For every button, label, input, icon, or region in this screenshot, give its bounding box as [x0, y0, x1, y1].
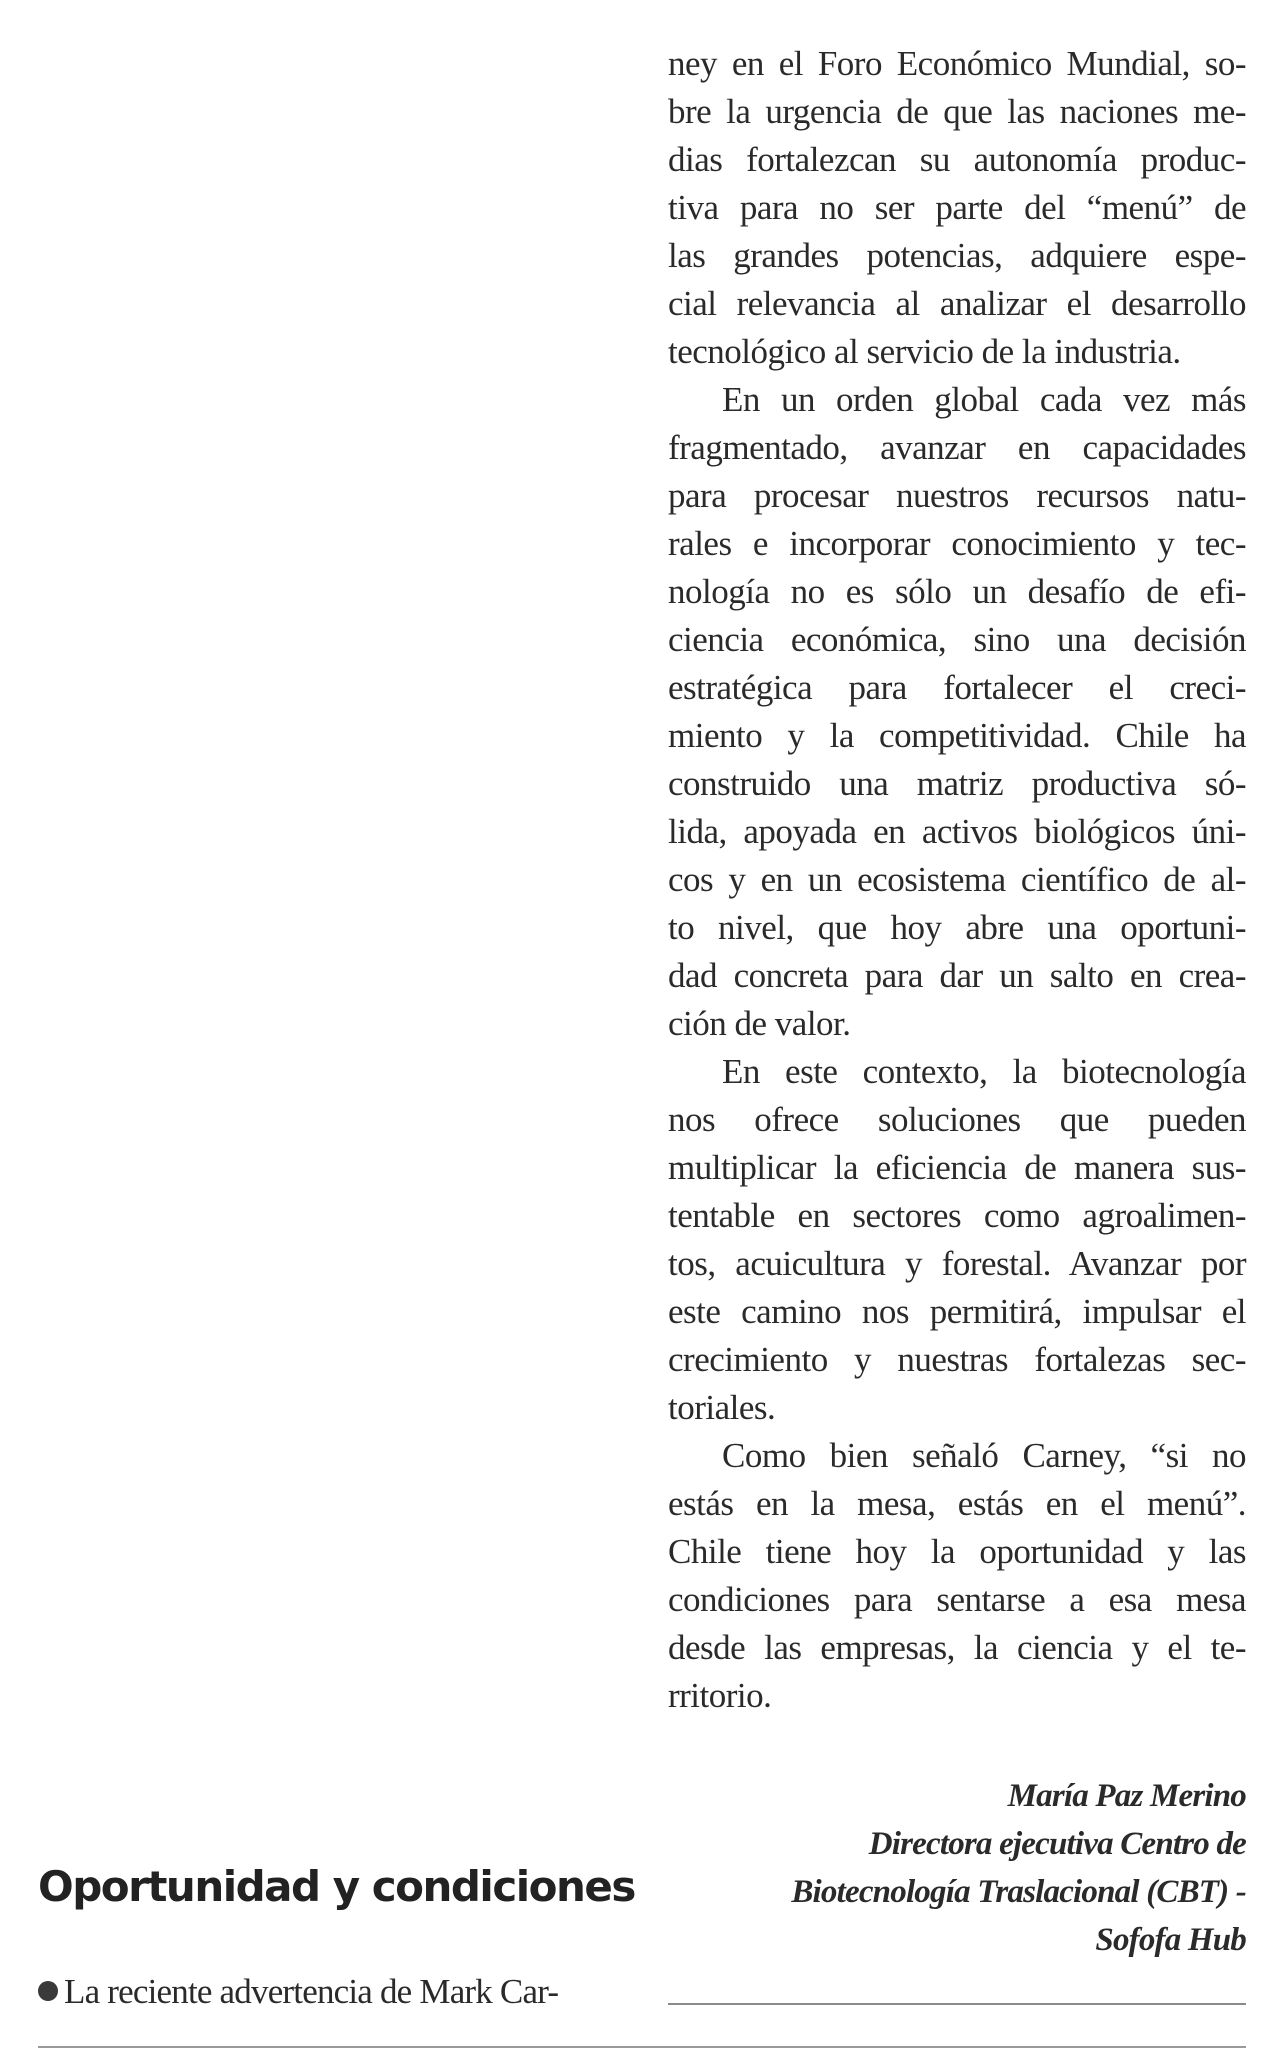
author-title: Directora ejecutiva Centro de	[868, 1826, 1246, 1862]
paragraph-start-line: Como bien señaló Carney, “si no	[722, 1436, 1246, 1475]
body-line: cos y en un ecosistema científico de al-	[668, 860, 1246, 899]
page-bottom-divider	[38, 2046, 1246, 2048]
body-line: dias fortalezcan su autonomía produc-	[668, 140, 1246, 179]
body-line: ney en el Foro Económico Mundial, so-	[668, 44, 1246, 83]
paragraph-start-line: En este contexto, la biotecnología	[722, 1052, 1246, 1091]
body-line: tecnológico al servicio de la industria.	[668, 332, 1181, 371]
author-name: María Paz Merino	[1007, 1778, 1246, 1814]
body-line: to nivel, que hoy abre una oportuni-	[668, 908, 1246, 947]
body-line: nos ofrece soluciones que pueden	[668, 1100, 1246, 1139]
body-line: nología no es sólo un desafío de efi-	[668, 572, 1246, 611]
body-line: cial relevancia al analizar el desarrollo	[668, 284, 1246, 323]
body-line: estás en la mesa, estás en el menú”.	[668, 1484, 1246, 1523]
author-signature	[646, 1772, 1246, 1964]
body-line: miento y la competitividad. Chile ha	[668, 716, 1246, 755]
body-line: rales e incorporar conocimiento y tec-	[668, 524, 1246, 563]
body-line: crecimiento y nuestras fortalezas sec-	[668, 1340, 1246, 1379]
body-line: las grandes potencias, adquiere espe-	[668, 236, 1246, 275]
body-line: tos, acuicultura y forestal. Avanzar por	[668, 1244, 1246, 1283]
next-article-heading: Oportunidad y condiciones	[38, 1862, 635, 1911]
article-body	[668, 40, 1246, 1720]
body-line: estratégica para fortalecer el creci-	[668, 668, 1246, 707]
body-line: toriales.	[668, 1388, 776, 1427]
next-article-first-line: La reciente advertencia de Mark Car-	[64, 1972, 559, 2011]
body-line: fragmentado, avanzar en capacidades	[668, 428, 1246, 467]
next-article-lead	[38, 1968, 558, 2016]
author-organization: Sofofa Hub	[1095, 1922, 1246, 1958]
body-line: multiplicar la eficiencia de manera sus-	[668, 1148, 1246, 1187]
body-line: bre la urgencia de que las naciones me-	[668, 92, 1246, 131]
body-line: para procesar nuestros recursos natu-	[668, 476, 1246, 515]
body-line: este camino nos permitirá, impulsar el	[668, 1292, 1246, 1331]
paragraph-start-line: En un orden global cada vez más	[722, 380, 1246, 419]
body-line: rritorio.	[668, 1676, 772, 1715]
body-line: ción de valor.	[668, 1004, 851, 1043]
body-line: condiciones para sentarse a esa mesa	[668, 1580, 1246, 1619]
body-line: lida, apoyada en activos biológicos úni-	[668, 812, 1246, 851]
body-line: construido una matriz productiva só-	[668, 764, 1246, 803]
bullet-icon	[38, 1981, 58, 2001]
signature-divider	[668, 2003, 1246, 2005]
body-line: dad concreta para dar un salto en crea-	[668, 956, 1246, 995]
body-line: tentable en sectores como agroalimen-	[668, 1196, 1246, 1235]
body-line: desde las empresas, la ciencia y el te-	[668, 1628, 1246, 1667]
author-title: Biotecnología Traslacional (CBT) -	[791, 1874, 1246, 1910]
body-line: Chile tiene hoy la oportunidad y las	[668, 1532, 1246, 1571]
body-line: tiva para no ser parte del “menú” de	[668, 188, 1246, 227]
body-line: ciencia económica, sino una decisión	[668, 620, 1246, 659]
